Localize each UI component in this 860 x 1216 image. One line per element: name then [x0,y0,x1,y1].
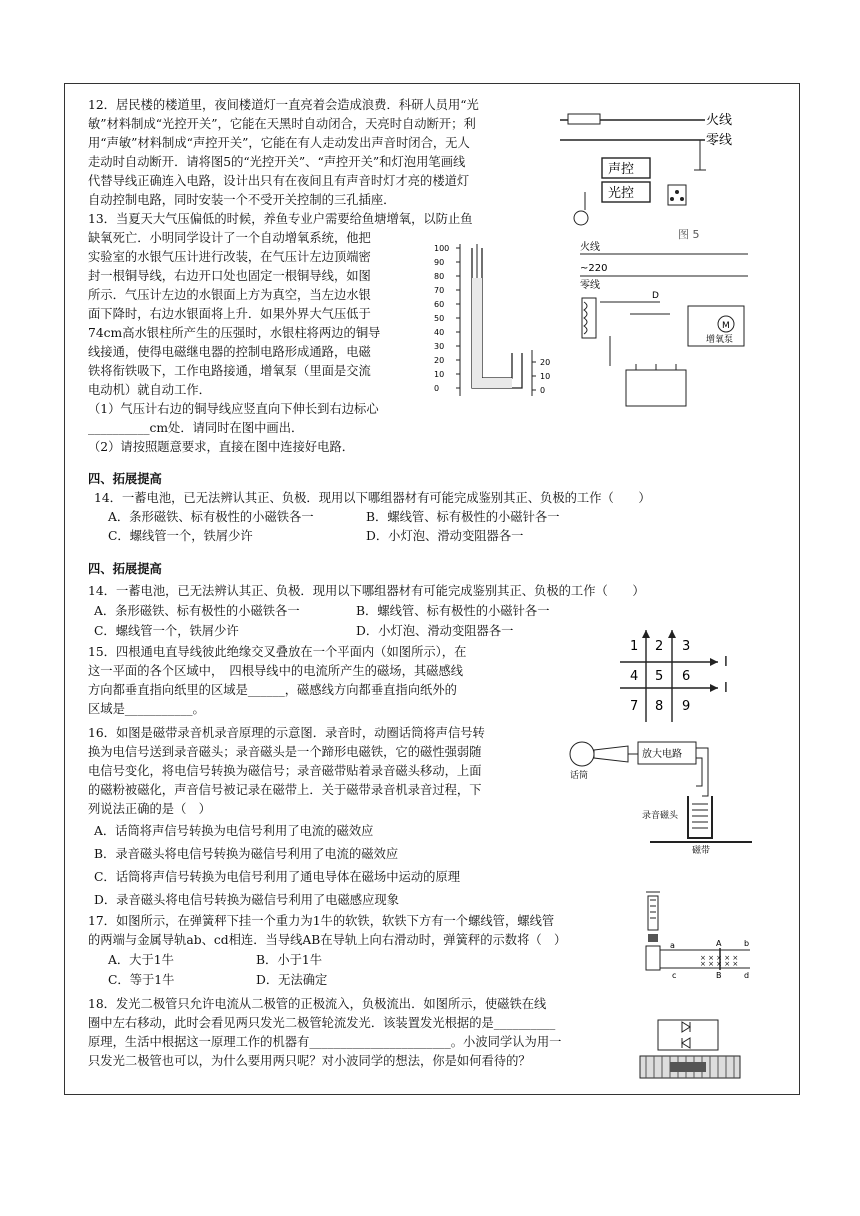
wire-grid-figure [612,626,752,726]
q12-line-1: 12．居民楼的楼道里，夜间楼道灯一直亮着会造成浪费．科研人员用“光 [88,98,479,112]
q13-sub-2: （2）请按照题意要求，直接在图中连接好电路． [88,440,355,454]
q13-sub-1-blank: __________cm处．请同时在图中画出． [88,421,304,435]
current-label-1: I [724,655,728,670]
section-a-title: 四、拓展提高 [88,471,162,486]
q17-option-d: D．无法确定 [256,973,328,987]
region-3: 3 [682,639,691,654]
q12-line-4: 走动时自动断开．请将图5的“光控开关”、“声控开关”和灯泡用笔画线 [88,155,466,169]
section-a-q14: 14．一蓄电池，已无法辨认其正、负极．现用以下哪组器材有可能完成鉴别其正、负极的工作（ ） [94,491,651,505]
pump-circuit-figure [570,236,750,416]
region-7: 7 [630,699,639,714]
figure-5-caption: 图 5 [678,228,700,240]
region-6: 6 [682,669,691,684]
right-scale-label: 0 [540,386,546,395]
q12-line-5: 代替导线正确连入电路，设计出只有在夜间且有声音时灯才亮的楼道灯 [88,174,470,188]
section-b-option-d: D．小灯泡、滑动变阻器各一 [356,624,514,638]
rail-a-label: a [670,941,675,950]
region-2: 2 [655,639,664,654]
rail-c-label: c [672,971,677,980]
left-scale-label: 50 [434,314,445,323]
right-scale-label: 10 [540,372,551,381]
led-icon-2 [682,1038,690,1048]
section-b-q14: 14．一蓄电池，已无法辨认其正、负极．现用以下哪组器材有可能完成鉴别其正、负极的工作（ ） [88,584,645,598]
q16-option-c: C．话筒将声信号转换为电信号利用了通电导体在磁场中运动的原理 [94,870,461,884]
q17-option-a: A．大于1牛 [108,953,174,967]
sound-switch-label: 声控 [608,162,635,177]
left-scale-label: 60 [434,300,445,309]
svg-text:× × × × ×: × × × × × [700,954,739,962]
battery-icon [626,370,686,406]
region-5: 5 [655,669,664,684]
right-scale [532,358,550,395]
q12-line-3: 用“声敏”材料制成“声控开关”，它能在有人走动发出声音时闭合，无人 [88,136,470,150]
rail-d-label: d [744,971,750,980]
q13-line-9: 铁将衔铁吸下，工作电路接通，增氧泵（里面是交流 [88,364,371,378]
section-b-option-b: B．螺线管、标有极性的小磁针各一 [356,604,550,618]
svg-text:× × × × ×: × × × × × [700,960,739,968]
region-1: 1 [630,639,639,654]
q18-line-1: 18．发光二极管只允许电流从二极管的正极流入，负极流出．如图所示，使磁铁在线 [88,997,547,1011]
q18-line-3: 原理，生活中根据这一原理工作的机器有_______________________。小波同学认为用一 [88,1035,562,1049]
section-a-option-b: B．螺线管、标有极性的小磁针各一 [366,510,560,524]
wire-A-label: A [716,939,722,948]
q16-option-a: A．话筒将声信号转换为电信号利用了电流的磁效应 [94,824,374,838]
microphone-icon [570,742,594,766]
tape-label: 磁带 [692,846,711,854]
section-b-title: 四、拓展提高 [88,561,162,576]
live-wire-label: 火线 [706,113,733,128]
light-switch-label: 光控 [608,186,635,201]
left-scale-label: 40 [434,328,445,337]
rail-b-label: b [744,939,750,948]
figure-5-circuit [560,100,740,240]
left-scale-label: 70 [434,286,445,295]
q16-line-1: 16．如图是磁带录音机录音原理的示意图．录音时，动圈话筒将声信号转 [88,726,485,740]
amplifier-label: 放大电路 [642,749,682,760]
region-4: 4 [630,669,639,684]
left-scale-label: 30 [434,342,445,351]
wire-B-label: B [716,971,722,980]
bulb-icon [574,211,588,225]
section-b-option-a: A．条形磁铁、标有极性的小磁铁各一 [94,604,300,618]
q16-line-2: 换为电信号送到录音磁头；录音磁头是一个蹄形电磁铁，它的磁性强弱随 [88,745,482,759]
q13-line-3: 实验室的水银气压计进行改装，在气压计左边顶端密 [88,250,371,264]
barometer-figure [432,238,572,403]
q13-line-6: 面下降时，右边水银面将上升．如果外界大气压低于 [88,307,371,321]
neutral-wire-label: 零线 [706,133,733,148]
left-scale-label: 80 [434,272,445,281]
q16-line-4: 的磁粉被磁化，声音信号被记录在磁带上．关于磁带录音机录音过程，下 [88,783,482,797]
section-a-option-d: D．小灯泡、滑动变阻器各一 [366,529,524,543]
q16-option-d: D．录音磁头将电信号转换为磁信号利用了电磁感应现象 [94,893,399,907]
section-b-option-c: C．螺线管一个，铁屑少许 [94,624,239,638]
q15-line-2: 这一平面的各个区域中， 四根导线中的电流所产生的磁场，其磁感线 [88,664,464,678]
q13-line-8: 线接通，使得电磁继电器的控制电路形成通路，电磁 [88,345,371,359]
motor-label: M [722,321,730,331]
circuit-live-label: 火线 [580,242,600,253]
circuit-neutral-label: 零线 [580,280,600,291]
circuit-voltage-label: ~220 [580,263,608,274]
mic-label: 话筒 [570,771,589,781]
q13-line-10: 电动机）就自动工作． [88,383,211,397]
left-scale-label: 20 [434,356,445,365]
q18-line-2: 圈中左右移动，此时会看见两只发光二极管轮流发光．该装置发光根据的是__________ [88,1016,556,1030]
record-head-label: 录音磁头 [642,811,679,821]
q13-line-4: 封一根铜导线，右边开口处也固定一根铜导线，如图 [88,269,371,283]
tape-recorder-figure [562,734,762,854]
contact-label: D [652,291,659,301]
q17-option-b: B．小于1牛 [256,953,323,967]
q18-line-4: 只发光二极管也可以，为什么要用两只呢？对小波同学的想法，你是如何看待的？ [88,1054,531,1068]
q17-option-c: C．等于1牛 [108,973,175,987]
q15-line-3: 方向都垂直指向纸里的区域是______，磁感线方向都垂直指向纸外的 [88,683,457,697]
q12-line-2: 敏”材料制成“光控开关”，它能在天黑时自动闭合，天亮时自动断开；利 [88,117,476,131]
q17-line-1: 17．如图所示，在弹簧秤下挂一个重力为1牛的软铁，软铁下方有一个螺线管，螺线管 [88,914,555,928]
q17-line-2: 的两端与金属导轨ab、cd相连．当导线AB在导轨上向右滑动时，弹簧秤的示数将（ ） [88,933,567,947]
q15-line-4: 区域是___________。 [88,702,205,716]
led-icon-1 [682,1022,690,1032]
magnet-icon [670,1062,706,1072]
right-scale-label: 20 [540,358,551,367]
section-a-option-a: A．条形磁铁、标有极性的小磁铁各一 [108,510,314,524]
spring-scale-figure [640,890,760,980]
q13-line-7: 74cm高水银柱所产生的压强时，水银柱将两边的铜导 [88,326,381,340]
left-scale-label: 90 [434,258,445,267]
q12-line-6: 自动控制电路，同时安装一个不受开关控制的三孔插座． [88,193,396,207]
left-scale [434,244,460,393]
pump-label: 增氧泵 [706,335,734,345]
left-scale-label: 10 [434,370,445,379]
q13-line-2: 缺氧死亡．小明同学设计了一个自动增氧系统，他把 [88,231,371,245]
q13-line-5: 所示．气压计左边的水银面上方为真空，当左边水银 [88,288,371,302]
q13-sub-1: （1）气压计右边的铜导线应竖直向下伸长到右边标心 [88,402,379,416]
left-scale-label: 0 [434,384,440,393]
led-coil-figure [636,1018,748,1082]
q16-line-5: 列说法正确的是（ ） [88,802,211,816]
q16-line-3: 电信号变化，将电信号转换为磁信号；录音磁带贴着录音磁头移动，上面 [88,764,482,778]
q15-line-1: 15．四根通电直导线彼此绝缘交叉叠放在一个平面内（如图所示），在 [88,645,467,659]
region-9: 9 [682,699,691,714]
region-8: 8 [655,699,664,714]
q13-line-1: 13．当夏天大气压偏低的时候，养鱼专业户需要给鱼塘增氧，以防止鱼 [88,212,473,226]
q16-option-b: B．录音磁头将电信号转换为磁信号利用了电流的磁效应 [94,847,399,861]
left-scale-label: 100 [434,244,450,253]
current-label-2: I [724,681,728,696]
section-a-option-c: C．螺线管一个，铁屑少许 [108,529,253,543]
